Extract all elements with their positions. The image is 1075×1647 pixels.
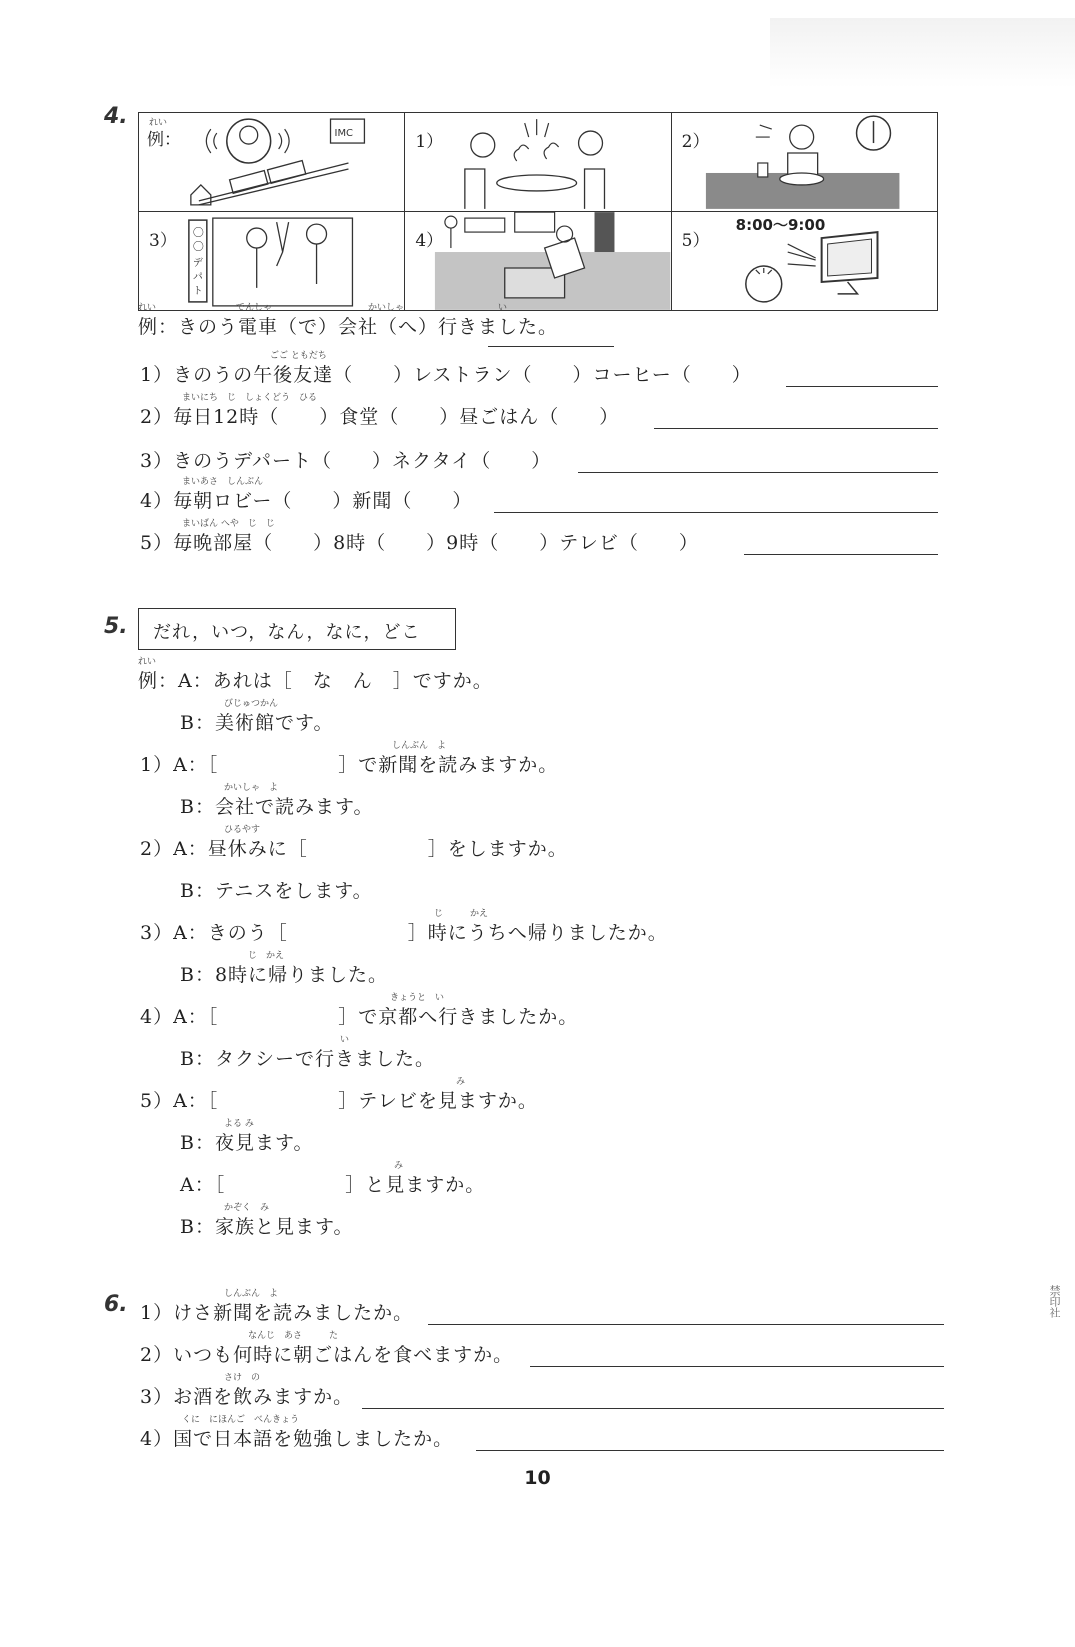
picture-example bbox=[139, 113, 405, 212]
section-5-q5-b: B：夜見ます。 bbox=[180, 1132, 314, 1154]
section-4-item-5: 5）毎晩部屋（ ）8時（ ）9時（ ）テレビ（ ） bbox=[140, 532, 699, 554]
s5-line-7-ruby: じ かえ bbox=[248, 951, 285, 961]
svg-text:パ: パ bbox=[192, 271, 203, 283]
s5-line-13-ruby: かぞく み bbox=[224, 1203, 270, 1213]
picture-2 bbox=[671, 113, 937, 212]
scan-shadow bbox=[770, 18, 1075, 88]
s5-line-10-ruby: み bbox=[456, 1077, 466, 1087]
answer-blank-4-1[interactable] bbox=[786, 386, 938, 387]
s6-item-3-ruby: さけ の bbox=[224, 1373, 261, 1383]
publisher-mark: 禁印社 bbox=[1048, 1285, 1061, 1318]
section-5-q2-b: B：テニスをします。 bbox=[180, 880, 373, 902]
picture-1 bbox=[405, 113, 671, 212]
section-4-item-3: 3）きのうデパート（ ）ネクタイ（ ） bbox=[140, 450, 552, 472]
picture-example-label: 例： bbox=[147, 130, 181, 150]
picture-5 bbox=[671, 212, 937, 311]
picture-3-label: 3） bbox=[149, 231, 177, 251]
example-answer-underline bbox=[488, 346, 614, 347]
section-5-q4-a: 4）A：［ ］で京都へ行きましたか。 bbox=[140, 1006, 579, 1028]
item4-2-ruby: まいにち じ しょくどう ひる bbox=[182, 393, 318, 403]
tv-time-label: 8:00〜9:00 bbox=[735, 216, 826, 234]
picture-4 bbox=[405, 212, 671, 311]
answer-blank-4-4[interactable] bbox=[494, 512, 938, 513]
s5-line-2-ruby: しんぶん よ bbox=[392, 741, 447, 751]
word-choice-box bbox=[138, 608, 456, 650]
s5-line-1-ruby: びじゅつかん bbox=[224, 699, 279, 709]
section-5-q5-b2: B：家族と見ます。 bbox=[180, 1216, 354, 1238]
picture-2-label: 2） bbox=[681, 132, 710, 152]
svg-text:〇: 〇 bbox=[192, 226, 204, 240]
cafe-conversation-illustration bbox=[405, 113, 670, 211]
section-5-example-a: 例：A：あれは［ な ん ］ですか。 bbox=[138, 670, 493, 692]
s5-line-6-ruby: じ かえ bbox=[434, 909, 489, 919]
section-5-example-b: B：美術館です。 bbox=[180, 712, 334, 734]
s5-line-4-ruby: ひるやす bbox=[224, 825, 261, 835]
section-6-item-2: 2）いつも何時に朝ごはんを食べますか。 bbox=[140, 1344, 514, 1366]
section-5-q5-a2: A：［ ］と見ますか。 bbox=[180, 1174, 486, 1196]
s5-line-8-ruby: きょうと い bbox=[390, 993, 445, 1003]
example-ruby-densha: でんしゃ bbox=[236, 303, 273, 313]
section-4-item-4: 4）毎朝ロビー（ ）新聞（ ） bbox=[140, 490, 473, 512]
s5-line-0-ruby: れい bbox=[138, 657, 157, 667]
svg-text:〇: 〇 bbox=[192, 240, 204, 254]
example-ruby-kaisha: かいしゃ bbox=[368, 303, 405, 313]
picture-4-label: 4） bbox=[415, 231, 444, 251]
picture-grid bbox=[138, 112, 938, 311]
section-4-number: 4. bbox=[104, 104, 128, 129]
section-4-item-1: 1）きのうの午後友達（ ）レストラン（ ）コーヒー（ ） bbox=[140, 364, 752, 386]
s5-line-12-ruby: み bbox=[394, 1161, 404, 1171]
s6-item-2-ruby: なんじ あさ た bbox=[248, 1331, 339, 1341]
s6-item-4-ruby: くに にほんご べんきょう bbox=[182, 1415, 300, 1425]
answer-blank-6-2[interactable] bbox=[530, 1366, 944, 1367]
lunch-illustration bbox=[672, 113, 937, 211]
section-5-q3-a: 3）A：きのう［ ］時にうちへ帰りましたか。 bbox=[140, 922, 668, 944]
picture-3 bbox=[139, 212, 405, 311]
section-6-item-4: 4）国で日本語を勉強しましたか。 bbox=[140, 1428, 454, 1450]
section-6-number: 6. bbox=[104, 1292, 128, 1317]
answer-blank-4-3[interactable] bbox=[578, 472, 938, 473]
section-5-q3-b: B：8時に帰りました。 bbox=[180, 964, 389, 986]
page-number: 10 bbox=[524, 1467, 551, 1489]
department-store-illustration bbox=[139, 212, 404, 310]
section-6-item-1: 1）けさ新聞を読みましたか。 bbox=[140, 1302, 414, 1324]
answer-blank-6-3[interactable] bbox=[362, 1408, 944, 1409]
section-5-q5-a: 5）A：［ ］テレビを見ますか。 bbox=[140, 1090, 538, 1112]
s5-line-3-ruby: かいしゃ よ bbox=[224, 783, 279, 793]
s5-line-11-ruby: よる み bbox=[224, 1119, 254, 1129]
answer-blank-6-1[interactable] bbox=[428, 1324, 944, 1325]
item4-1-ruby: ごご ともだち bbox=[270, 351, 327, 361]
item4-4-ruby: まいあさ しんぶん bbox=[182, 477, 264, 487]
example-ruby-rei: れい bbox=[138, 303, 157, 313]
section-4-example: 例：きのう電車（で）会社（へ）行きました。 bbox=[138, 316, 559, 338]
s6-item-1-ruby: しんぶん よ bbox=[224, 1289, 279, 1299]
s5-line-9-ruby: い bbox=[340, 1035, 350, 1045]
section-5-q1-a: 1）A：［ ］で新聞を読みますか。 bbox=[140, 754, 559, 776]
train-phone-illustration bbox=[139, 113, 404, 211]
watching-tv-illustration bbox=[672, 212, 937, 310]
section-5-q4-b: B：タクシーで行きました。 bbox=[180, 1048, 435, 1070]
section-5-q2-a: 2）A：昼休みに［ ］をしますか。 bbox=[140, 838, 568, 860]
section-6-item-3: 3）お酒を飲みますか。 bbox=[140, 1386, 354, 1408]
picture-5-label: 5） bbox=[681, 231, 710, 251]
section-5-q1-b: B：会社で読みます。 bbox=[180, 796, 374, 818]
picture-example-ruby: れい bbox=[149, 118, 168, 128]
svg-text:ト: ト bbox=[192, 285, 203, 297]
answer-blank-4-2[interactable] bbox=[654, 428, 938, 429]
imc-sign: IMC bbox=[334, 128, 354, 140]
answer-blank-4-5[interactable] bbox=[744, 554, 938, 555]
answer-blank-6-4[interactable] bbox=[476, 1450, 944, 1451]
example-ruby-i: い bbox=[498, 303, 508, 313]
item4-5-ruby: まいばん へや じ じ bbox=[182, 519, 275, 529]
svg-text:デ: デ bbox=[192, 257, 203, 269]
section-4-item-2: 2）毎日12時（ ）食堂（ ）昼ごはん（ ） bbox=[140, 406, 620, 428]
lobby-newspaper-illustration bbox=[405, 212, 670, 310]
section-5-number: 5. bbox=[104, 614, 128, 639]
word-choices: だれ，いつ，なん，なに，どこ bbox=[153, 622, 421, 643]
picture-1-label: 1） bbox=[415, 132, 444, 152]
